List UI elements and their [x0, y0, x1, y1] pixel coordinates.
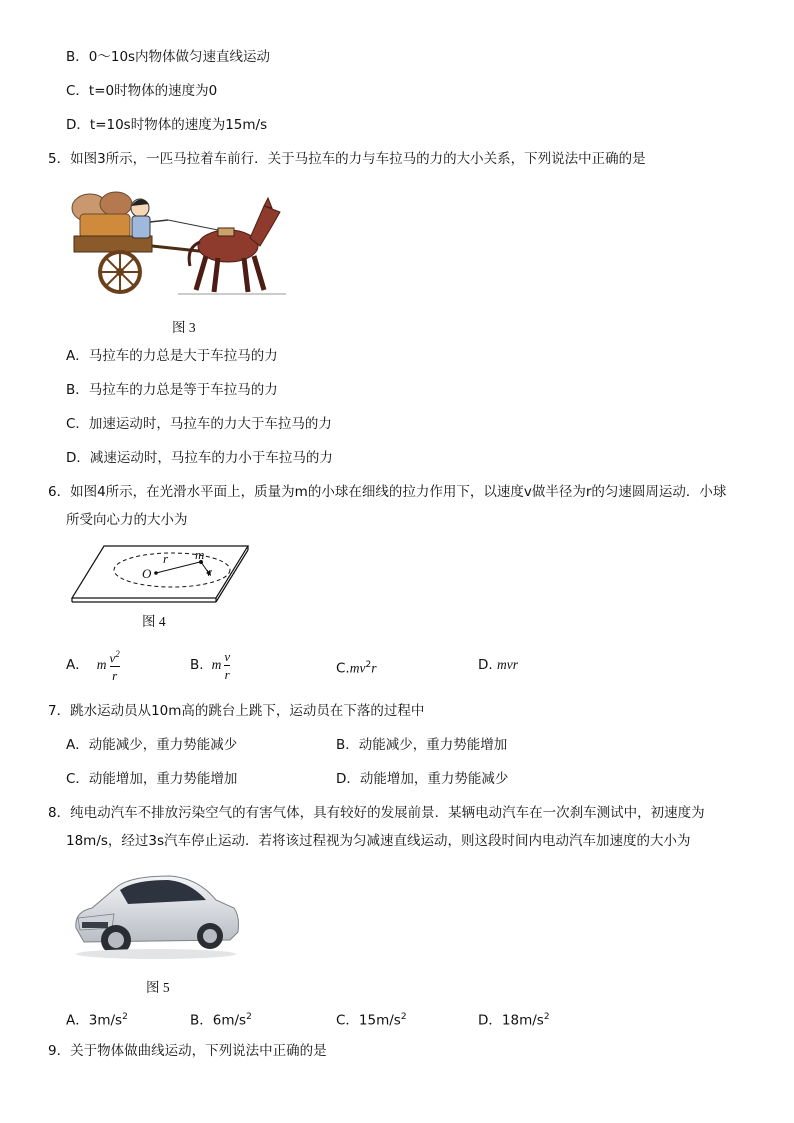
q8-stem-line1: 8．纯电动汽车不排放污染空气的有害气体，具有较好的发展前景．某辆电动汽车在一次刹车测试中，初速度为	[48, 805, 705, 821]
q6-option-a: A． m $\frac{v^2}{r}$	[66, 648, 120, 684]
q5-figure-caption: 图 3	[172, 320, 196, 335]
fig4-label-o: O	[142, 566, 152, 581]
q7-stem: 7．跳水运动员从10m高的跳台上跳下，运动员在下落的过程中	[48, 703, 425, 719]
circular-motion-figure	[70, 540, 254, 606]
q6-option-c: $C.mv^2r$	[336, 660, 377, 677]
fig4-label-m: m	[195, 547, 205, 562]
fig4-label-r: r	[163, 551, 169, 566]
q4-option-d: D．t=10s时物体的速度为15m/s	[66, 117, 268, 133]
q9-stem: 9．关于物体做曲线运动，下列说法中正确的是	[48, 1043, 327, 1059]
q7-option-b: B．动能减少，重力势能增加	[336, 737, 508, 753]
q6-stem-line1: 6．如图4所示，在光滑水平面上，质量为m的小球在细线的拉力作用下，以速度v做半径为r的匀速圆周运动．小球	[48, 484, 727, 500]
q4-option-c: C．t=0时物体的速度为0	[66, 83, 218, 99]
q5-option-d: D．减速运动时，马拉车的力小于车拉马的力	[66, 450, 333, 466]
q8-option-b: B．$6m/s^2$	[190, 1012, 252, 1029]
q8-option-c: C．$15m/s^2$	[336, 1012, 407, 1029]
q5-option-b: B．马拉车的力总是等于车拉马的力	[66, 382, 278, 398]
horse-cart-figure	[68, 186, 290, 298]
q8-figure-caption: 图 5	[146, 980, 170, 995]
q5-option-a: A．马拉车的力总是大于车拉马的力	[66, 348, 278, 364]
electric-car-figure	[70, 866, 242, 962]
q5-option-c: C．加速运动时，马拉车的力大于车拉马的力	[66, 416, 332, 432]
q6-option-d: D. mvr	[478, 657, 518, 673]
q7-option-a: A．动能减少，重力势能减少	[66, 737, 238, 753]
q8-stem-line2: 18m/s，经过3s汽车停止运动．若将该过程视为匀减速直线运动，则这段时间内电动汽车加速度的大小为	[66, 833, 691, 849]
q4-option-b: B．0～10s内物体做匀速直线运动	[66, 49, 271, 65]
q7-option-c: C．动能增加，重力势能增加	[66, 771, 238, 787]
fig4-label-v: v	[206, 564, 212, 579]
q6-option-b: B. m $\frac{v}{r}$	[190, 648, 231, 682]
q6-stem-line2: 所受向心力的大小为	[66, 512, 188, 528]
q8-option-a: A．$3m/s^2$	[66, 1012, 128, 1029]
q7-option-d: D．动能增加，重力势能减少	[336, 771, 509, 787]
q5-stem: 5．如图3所示，一匹马拉着车前行．关于马拉车的力与车拉马的力的大小关系，下列说法中正确的是	[48, 151, 646, 167]
q8-option-d: D．$18m/s^2$	[478, 1012, 550, 1029]
q6-figure-caption: 图 4	[142, 614, 166, 629]
